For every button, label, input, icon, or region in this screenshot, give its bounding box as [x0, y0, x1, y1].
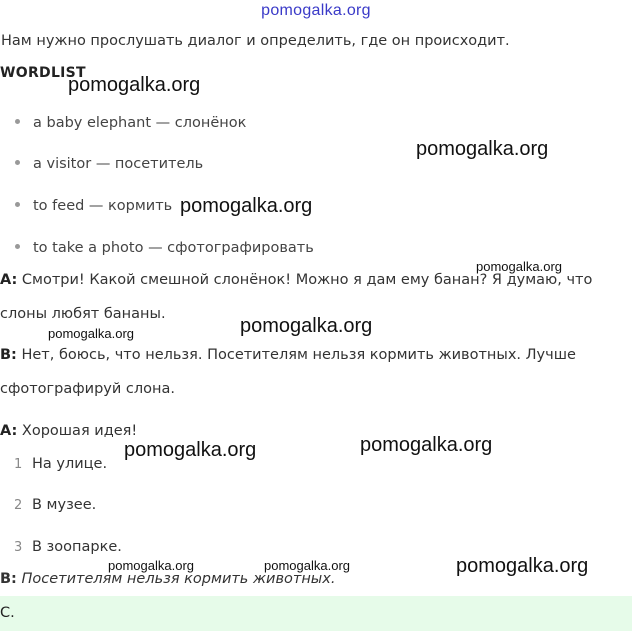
speaker-label: A:	[0, 423, 18, 439]
option-text: В зоопарке.	[32, 539, 122, 555]
bullet-icon	[15, 202, 20, 207]
watermark: pomogalka.org	[48, 326, 134, 341]
answer-quote: Посетителям нельзя кормить животных.	[21, 571, 336, 587]
answer-option[interactable]	[14, 456, 107, 472]
correct-answer: C.	[0, 605, 15, 621]
watermark: pomogalka.org	[264, 558, 350, 573]
option-text: На улице.	[32, 456, 108, 472]
watermark: pomogalka.org	[68, 74, 201, 96]
task-instruction: Нам нужно прослушать диалог и определить, где он происходит.	[1, 33, 510, 49]
watermark: pomogalka.org	[360, 434, 493, 456]
watermark: pomogalka.org	[240, 315, 373, 337]
watermark: pomogalka.org	[180, 195, 313, 217]
dialog-line	[0, 423, 137, 439]
option-number: 3	[14, 540, 23, 555]
option-text: В музее.	[32, 497, 97, 513]
dialog-line	[0, 272, 592, 288]
wordlist-heading: WORDLIST	[0, 65, 86, 81]
watermark: pomogalka.org	[108, 558, 194, 573]
dialog-line-continued: сфотографируй слона.	[0, 381, 175, 397]
answer-explanation	[0, 571, 335, 587]
watermark: pomogalka.org	[416, 138, 549, 160]
bullet-icon	[15, 160, 20, 165]
speaker-label: B:	[0, 347, 17, 363]
answer-option[interactable]	[14, 497, 96, 513]
speaker-label: B:	[0, 571, 17, 587]
bullet-icon	[15, 244, 20, 249]
watermark: pomogalka.org	[124, 439, 257, 461]
wordlist-item	[15, 198, 172, 214]
watermark: pomogalka.org	[456, 555, 589, 577]
bullet-icon	[15, 119, 20, 124]
dialog-text: Хорошая идея!	[21, 423, 138, 439]
wordlist-item-text: a visitor — посетитель	[33, 156, 204, 172]
wordlist-item	[15, 240, 314, 256]
header-watermark: pomogalka.org	[261, 2, 371, 19]
wordlist-item-text: to feed — кормить	[33, 198, 173, 214]
watermark: pomogalka.org	[476, 259, 562, 274]
option-number: 1	[14, 457, 23, 472]
dialog-text: Смотри! Какой смешной слонёнок! Можно я дам ему банан? Я думаю, что	[21, 272, 593, 288]
dialog-line	[0, 347, 576, 363]
wordlist-item	[15, 156, 203, 172]
wordlist-item-text: a baby elephant — слонёнок	[33, 115, 247, 131]
answer-highlight	[0, 596, 632, 631]
wordlist-item-text: to take a photo — сфотографировать	[33, 240, 314, 256]
speaker-label: A:	[0, 272, 18, 288]
wordlist-item	[15, 115, 246, 131]
dialog-line-continued: слоны любят бананы.	[0, 306, 166, 322]
option-number: 2	[14, 498, 23, 513]
dialog-text: Нет, боюсь, что нельзя. Посетителям нельзя кормить животных. Лучше	[21, 347, 576, 363]
answer-option[interactable]	[14, 539, 122, 555]
